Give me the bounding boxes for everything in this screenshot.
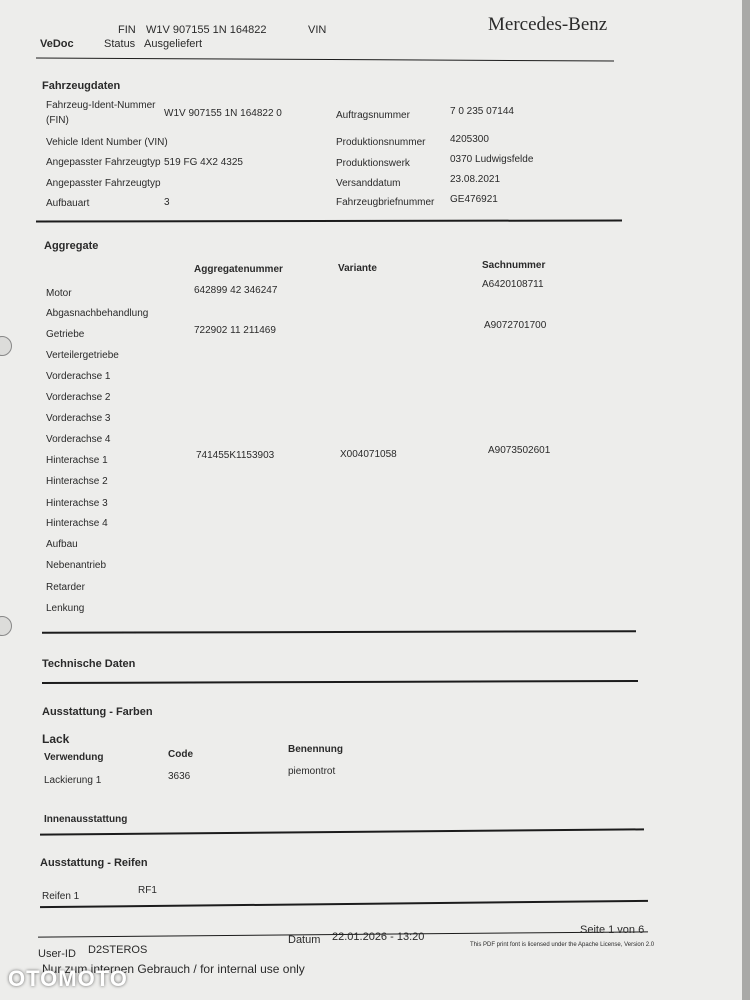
section-title-fahrzeugdaten: Fahrzeugdaten — [42, 80, 121, 92]
divider — [40, 900, 648, 908]
produktionswerk-value: 0370 Ludwigsfelde — [450, 154, 534, 165]
aggregate-row-name: Vorderachse 1 — [46, 371, 111, 382]
status-label: Status — [104, 38, 136, 50]
produktionswerk-label: Produktionswerk — [336, 158, 410, 169]
fin-field-value: W1V 907155 1N 164822 0 — [164, 108, 282, 119]
aggregate-row-name: Hinterachse 1 — [46, 455, 108, 466]
fahrzeugbriefnummer-label: Fahrzeugbriefnummer — [336, 197, 435, 208]
column-header-sachnummer: Sachnummer — [482, 260, 546, 271]
aggregate-row-name: Abgasnachbehandlung — [46, 308, 149, 319]
datum-value: 22.01.2026 - 13:20 — [332, 931, 425, 943]
punch-hole — [0, 336, 12, 356]
auftragsnummer-value: 7 0 235 07144 — [450, 106, 514, 117]
datum-label: Datum — [288, 934, 321, 946]
punch-hole — [0, 616, 12, 636]
versanddatum-label: Versanddatum — [336, 178, 401, 189]
column-header-aggregatenummer: Aggregatenummer — [194, 264, 283, 275]
section-title-innenausstattung: Innenausstattung — [44, 814, 128, 825]
aggregate-row-name: Getriebe — [46, 329, 85, 340]
column-header-variante: Variante — [338, 263, 377, 274]
reifen-label: Reifen 1 — [42, 891, 80, 902]
fin-label: FIN — [118, 24, 136, 36]
aggregate-row-name: Vorderachse 2 — [46, 392, 111, 403]
aggregate-row-name: Hinterachse 4 — [46, 518, 108, 529]
aggregate-row-sachnummer: A6420108711 — [482, 279, 544, 290]
fahrzeugtyp-label: Angepasster Fahrzeugtyp — [46, 157, 161, 168]
vin-label: VIN — [308, 24, 327, 36]
produktionsnummer-value: 4205300 — [450, 134, 489, 145]
section-title-technische-daten: Technische Daten — [42, 658, 136, 670]
section-title-ausstattung-farben: Ausstattung - Farben — [42, 706, 153, 718]
section-title-aggregate: Aggregate — [44, 240, 99, 252]
farbe-verwendung: Lackierung 1 — [44, 775, 102, 786]
produktionsnummer-label: Produktionsnummer — [336, 137, 426, 148]
vedoc-label: VeDoc — [40, 38, 74, 50]
aggregate-row-sachnummer: A9073502601 — [488, 445, 551, 456]
aufbauart-value: 3 — [164, 197, 170, 208]
divider — [40, 828, 644, 835]
farbe-code: 3636 — [168, 771, 191, 782]
aggregate-row-nummer: 741455K1153903 — [196, 450, 275, 461]
license-note: This PDF print font is licensed under the Apache License, Version 2.0 — [470, 942, 655, 948]
auftragsnummer-label: Auftragsnummer — [336, 110, 410, 121]
section-title-ausstattung-reifen: Ausstattung - Reifen — [40, 857, 148, 869]
aggregate-row-sachnummer: A9072701700 — [484, 320, 547, 331]
aggregate-row-name: Lenkung — [46, 603, 85, 614]
versanddatum-value: 23.08.2021 — [450, 174, 501, 185]
column-header-code: Code — [168, 749, 193, 760]
aggregate-row-name: Hinterachse 2 — [46, 476, 108, 487]
aufbauart-label: Aufbauart — [46, 198, 90, 209]
aggregate-row-nummer: 722902 11 211469 — [194, 325, 276, 336]
divider — [42, 680, 638, 684]
fin-value: W1V 907155 1N 164822 — [146, 24, 267, 36]
aggregate-row-name: Verteilergetriebe — [46, 350, 119, 361]
internal-use-note: Nur zum internen Gebrauch / for internal use only — [42, 962, 305, 976]
user-id-label: User-ID — [38, 948, 76, 960]
fahrzeugtyp2-label: Angepasster Fahrzeugtyp — [46, 178, 161, 189]
aggregate-row-name: Vorderachse 3 — [46, 413, 111, 424]
aggregate-row-nummer: 642899 42 346247 — [194, 285, 278, 296]
farbe-benennung: piemontrot — [288, 766, 336, 777]
aggregate-row-name: Motor — [46, 288, 72, 299]
mercedes-benz-logo: Mercedes-Benz — [488, 14, 608, 35]
aggregate-row-name: Nebenantrieb — [46, 560, 107, 571]
lack-subtitle: Lack — [42, 732, 70, 746]
fin-field-label-sub: (FIN) — [46, 115, 69, 126]
aggregate-row-name: Vorderachse 4 — [46, 434, 111, 445]
column-header-verwendung: Verwendung — [44, 752, 104, 763]
divider — [42, 630, 636, 634]
status-value: Ausgeliefert — [144, 38, 203, 50]
divider — [36, 219, 622, 222]
user-id-value: D2STEROS — [88, 944, 148, 956]
column-header-benennung: Benennung — [288, 744, 343, 755]
aggregate-row-variante: X004071058 — [340, 449, 397, 460]
page-number: Seite 1 von 6 — [580, 924, 645, 936]
divider — [36, 57, 614, 61]
fahrzeugtyp-value: 519 FG 4X2 4325 — [164, 157, 243, 168]
vin-field-label: Vehicle Ident Number (VIN) — [46, 137, 168, 148]
reifen-code: RF1 — [138, 885, 157, 896]
otomoto-watermark: OTOMOTO — [8, 966, 128, 991]
aggregate-row-name: Hinterachse 3 — [46, 498, 108, 509]
page-edge — [742, 0, 750, 1000]
fin-field-label: Fahrzeug-Ident-Nummer — [46, 100, 156, 111]
aggregate-row-name: Aufbau — [46, 539, 78, 550]
fahrzeugbriefnummer-value: GE476921 — [450, 194, 498, 205]
aggregate-row-name: Retarder — [46, 582, 85, 593]
